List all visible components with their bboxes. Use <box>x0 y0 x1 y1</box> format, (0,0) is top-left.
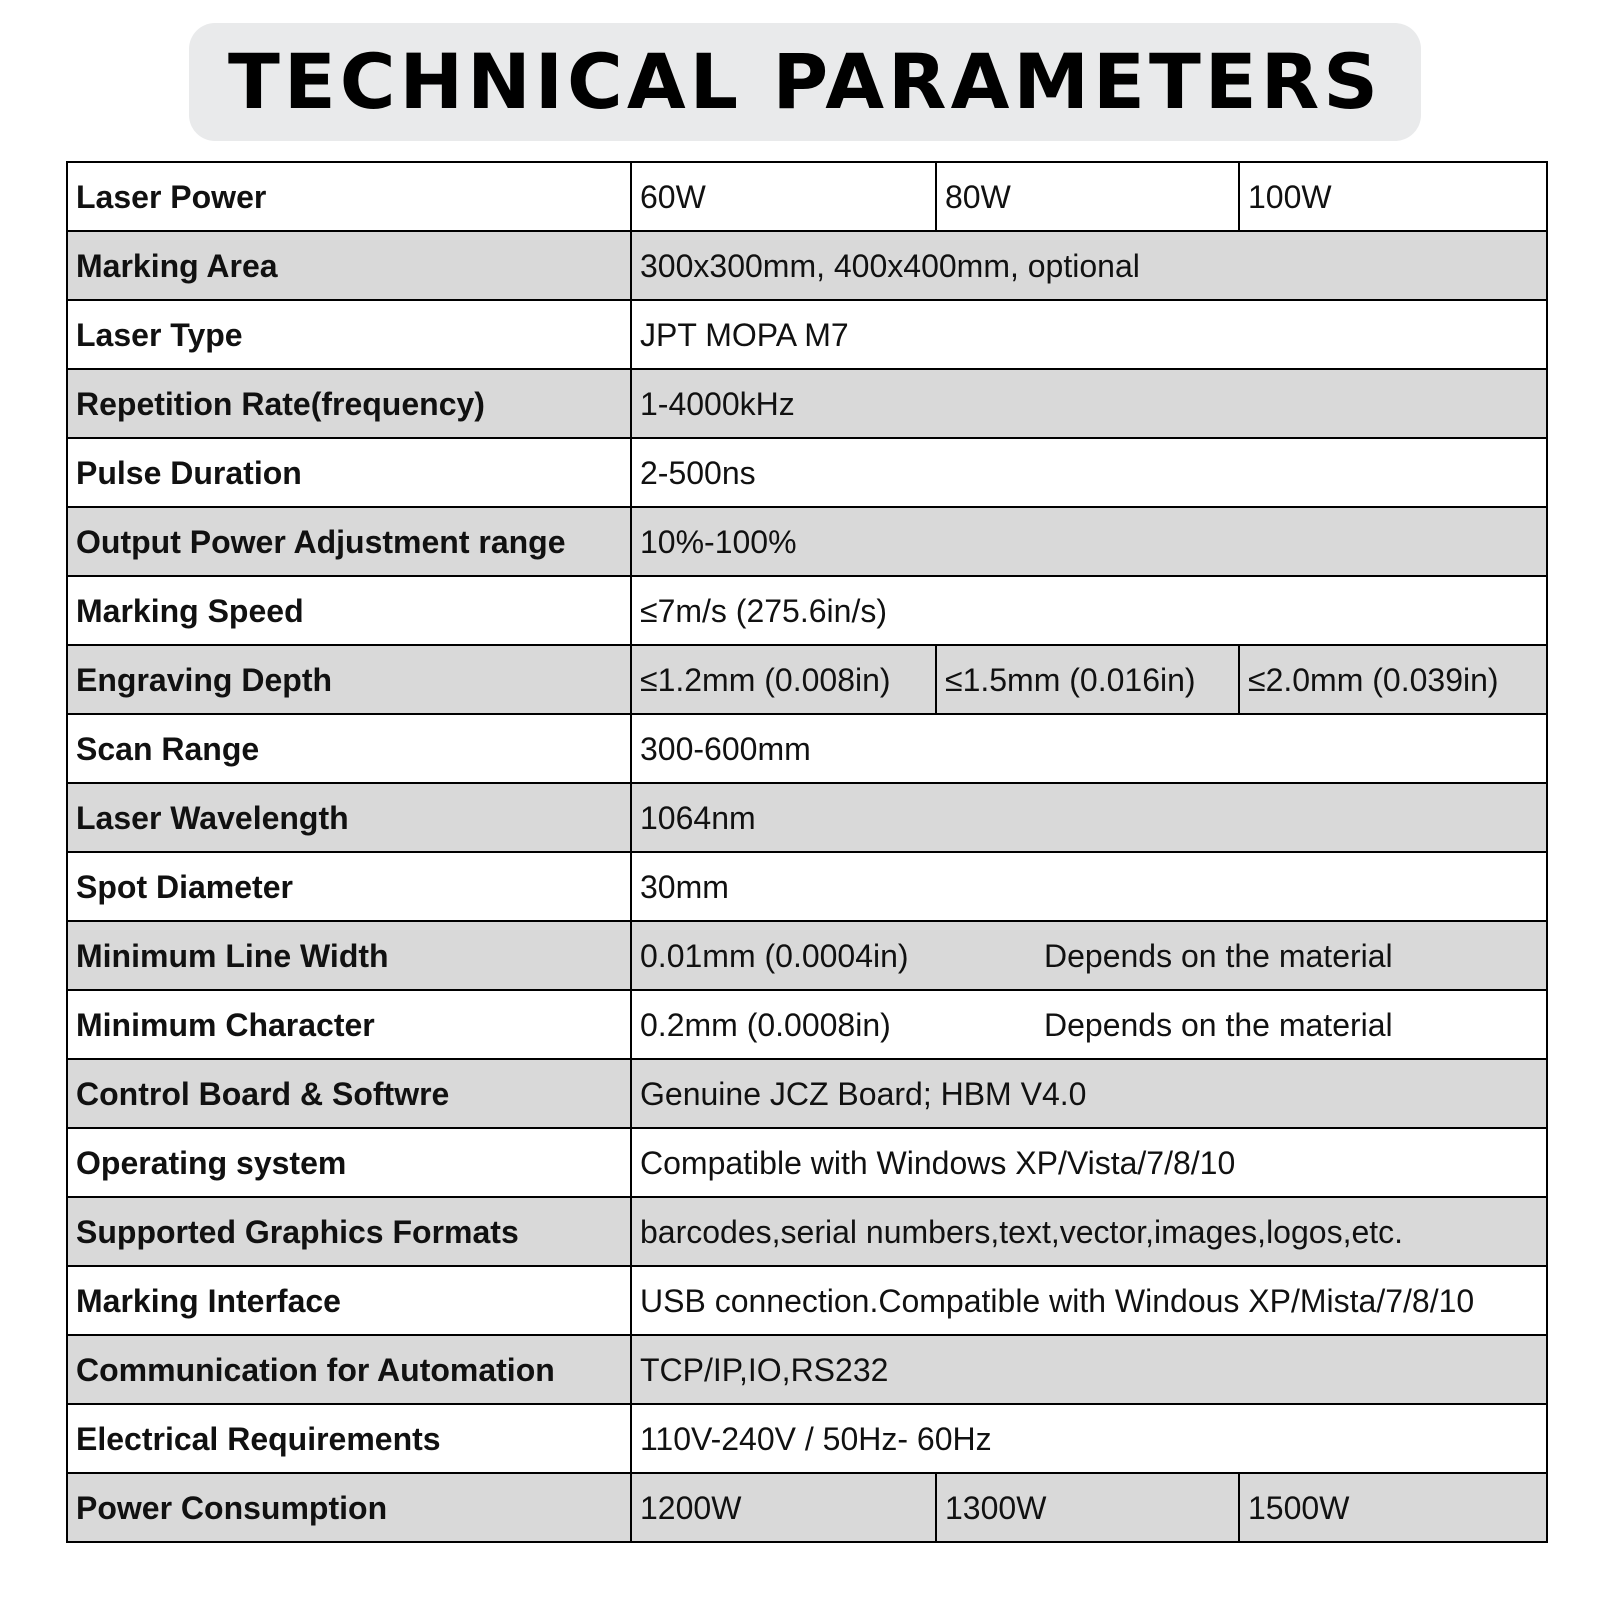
param-label: Laser Type <box>67 300 631 369</box>
param-label: Control Board & Softwre <box>67 1059 631 1128</box>
param-value: ≤1.2mm (0.008in) <box>631 645 936 714</box>
row-marking-area <box>67 231 1547 300</box>
title-banner <box>189 23 1421 141</box>
param-value: Genuine JCZ Board; HBM V4.0 <box>631 1059 1547 1128</box>
param-value: USB connection.Compatible with Windous XP/Mista/7/8/10 <box>631 1266 1547 1335</box>
row-pulse-duration <box>67 438 1547 507</box>
param-value: 0.01mm (0.0004in) <box>640 937 909 974</box>
row-spot-diameter <box>67 852 1547 921</box>
row-marking-speed <box>67 576 1547 645</box>
param-value: TCP/IP,IO,RS232 <box>631 1335 1547 1404</box>
param-value: 0.2mm (0.0008in) <box>640 1006 891 1043</box>
param-label: Repetition Rate(frequency) <box>67 369 631 438</box>
param-label: Minimum Line Width <box>67 921 631 990</box>
param-label: Engraving Depth <box>67 645 631 714</box>
row-scan-range <box>67 714 1547 783</box>
page-title: TECHNICAL PARAMETERS <box>228 37 1382 126</box>
param-value: ≤2.0mm (0.039in) <box>1239 645 1547 714</box>
param-value: JPT MOPA M7 <box>631 300 1547 369</box>
param-label: Electrical Requirements <box>67 1404 631 1473</box>
row-communication <box>67 1335 1547 1404</box>
param-label: Laser Wavelength <box>67 783 631 852</box>
param-value: ≤7m/s (275.6in/s) <box>631 576 1547 645</box>
param-value: barcodes,serial numbers,text,vector,images,logos,etc. <box>631 1197 1547 1266</box>
row-laser-wavelength <box>67 783 1547 852</box>
param-value: 100W <box>1239 162 1547 231</box>
param-label: Output Power Adjustment range <box>67 507 631 576</box>
row-repetition-rate <box>67 369 1547 438</box>
row-power-consumption <box>67 1473 1547 1542</box>
param-label: Communication for Automation <box>67 1335 631 1404</box>
param-label: Marking Speed <box>67 576 631 645</box>
param-label: Power Consumption <box>67 1473 631 1542</box>
param-value: 1500W <box>1239 1473 1547 1542</box>
param-value: 1064nm <box>631 783 1547 852</box>
row-control-board <box>67 1059 1547 1128</box>
param-value: 2-500ns <box>631 438 1547 507</box>
param-note: Depends on the material <box>1044 1006 1393 1043</box>
row-operating-system <box>67 1128 1547 1197</box>
parameters-table <box>66 161 1548 1543</box>
param-value-cell <box>631 990 1547 1059</box>
param-value: 110V-240V / 50Hz- 60Hz <box>631 1404 1547 1473</box>
param-label: Marking Area <box>67 231 631 300</box>
row-minimum-character <box>67 990 1547 1059</box>
row-graphics-formats <box>67 1197 1547 1266</box>
param-label: Spot Diameter <box>67 852 631 921</box>
param-label: Laser Power <box>67 162 631 231</box>
param-value: 80W <box>936 162 1239 231</box>
row-laser-type <box>67 300 1547 369</box>
param-label: Minimum Character <box>67 990 631 1059</box>
param-value: Compatible with Windows XP/Vista/7/8/10 <box>631 1128 1547 1197</box>
param-label: Marking Interface <box>67 1266 631 1335</box>
param-label: Operating system <box>67 1128 631 1197</box>
param-value: 300-600mm <box>631 714 1547 783</box>
row-minimum-line-width <box>67 921 1547 990</box>
param-label: Scan Range <box>67 714 631 783</box>
param-value: 300x300mm, 400x400mm, optional <box>631 231 1547 300</box>
row-laser-power <box>67 162 1547 231</box>
param-label: Pulse Duration <box>67 438 631 507</box>
row-electrical-requirements <box>67 1404 1547 1473</box>
param-value: 10%-100% <box>631 507 1547 576</box>
row-engraving-depth <box>67 645 1547 714</box>
row-marking-interface <box>67 1266 1547 1335</box>
param-note: Depends on the material <box>1044 937 1393 974</box>
param-value: 60W <box>631 162 936 231</box>
param-value: 30mm <box>631 852 1547 921</box>
param-label: Supported Graphics Formats <box>67 1197 631 1266</box>
row-output-power-range <box>67 507 1547 576</box>
param-value-cell <box>631 921 1547 990</box>
param-value: ≤1.5mm (0.016in) <box>936 645 1239 714</box>
param-value: 1-4000kHz <box>631 369 1547 438</box>
param-value: 1300W <box>936 1473 1239 1542</box>
param-value: 1200W <box>631 1473 936 1542</box>
